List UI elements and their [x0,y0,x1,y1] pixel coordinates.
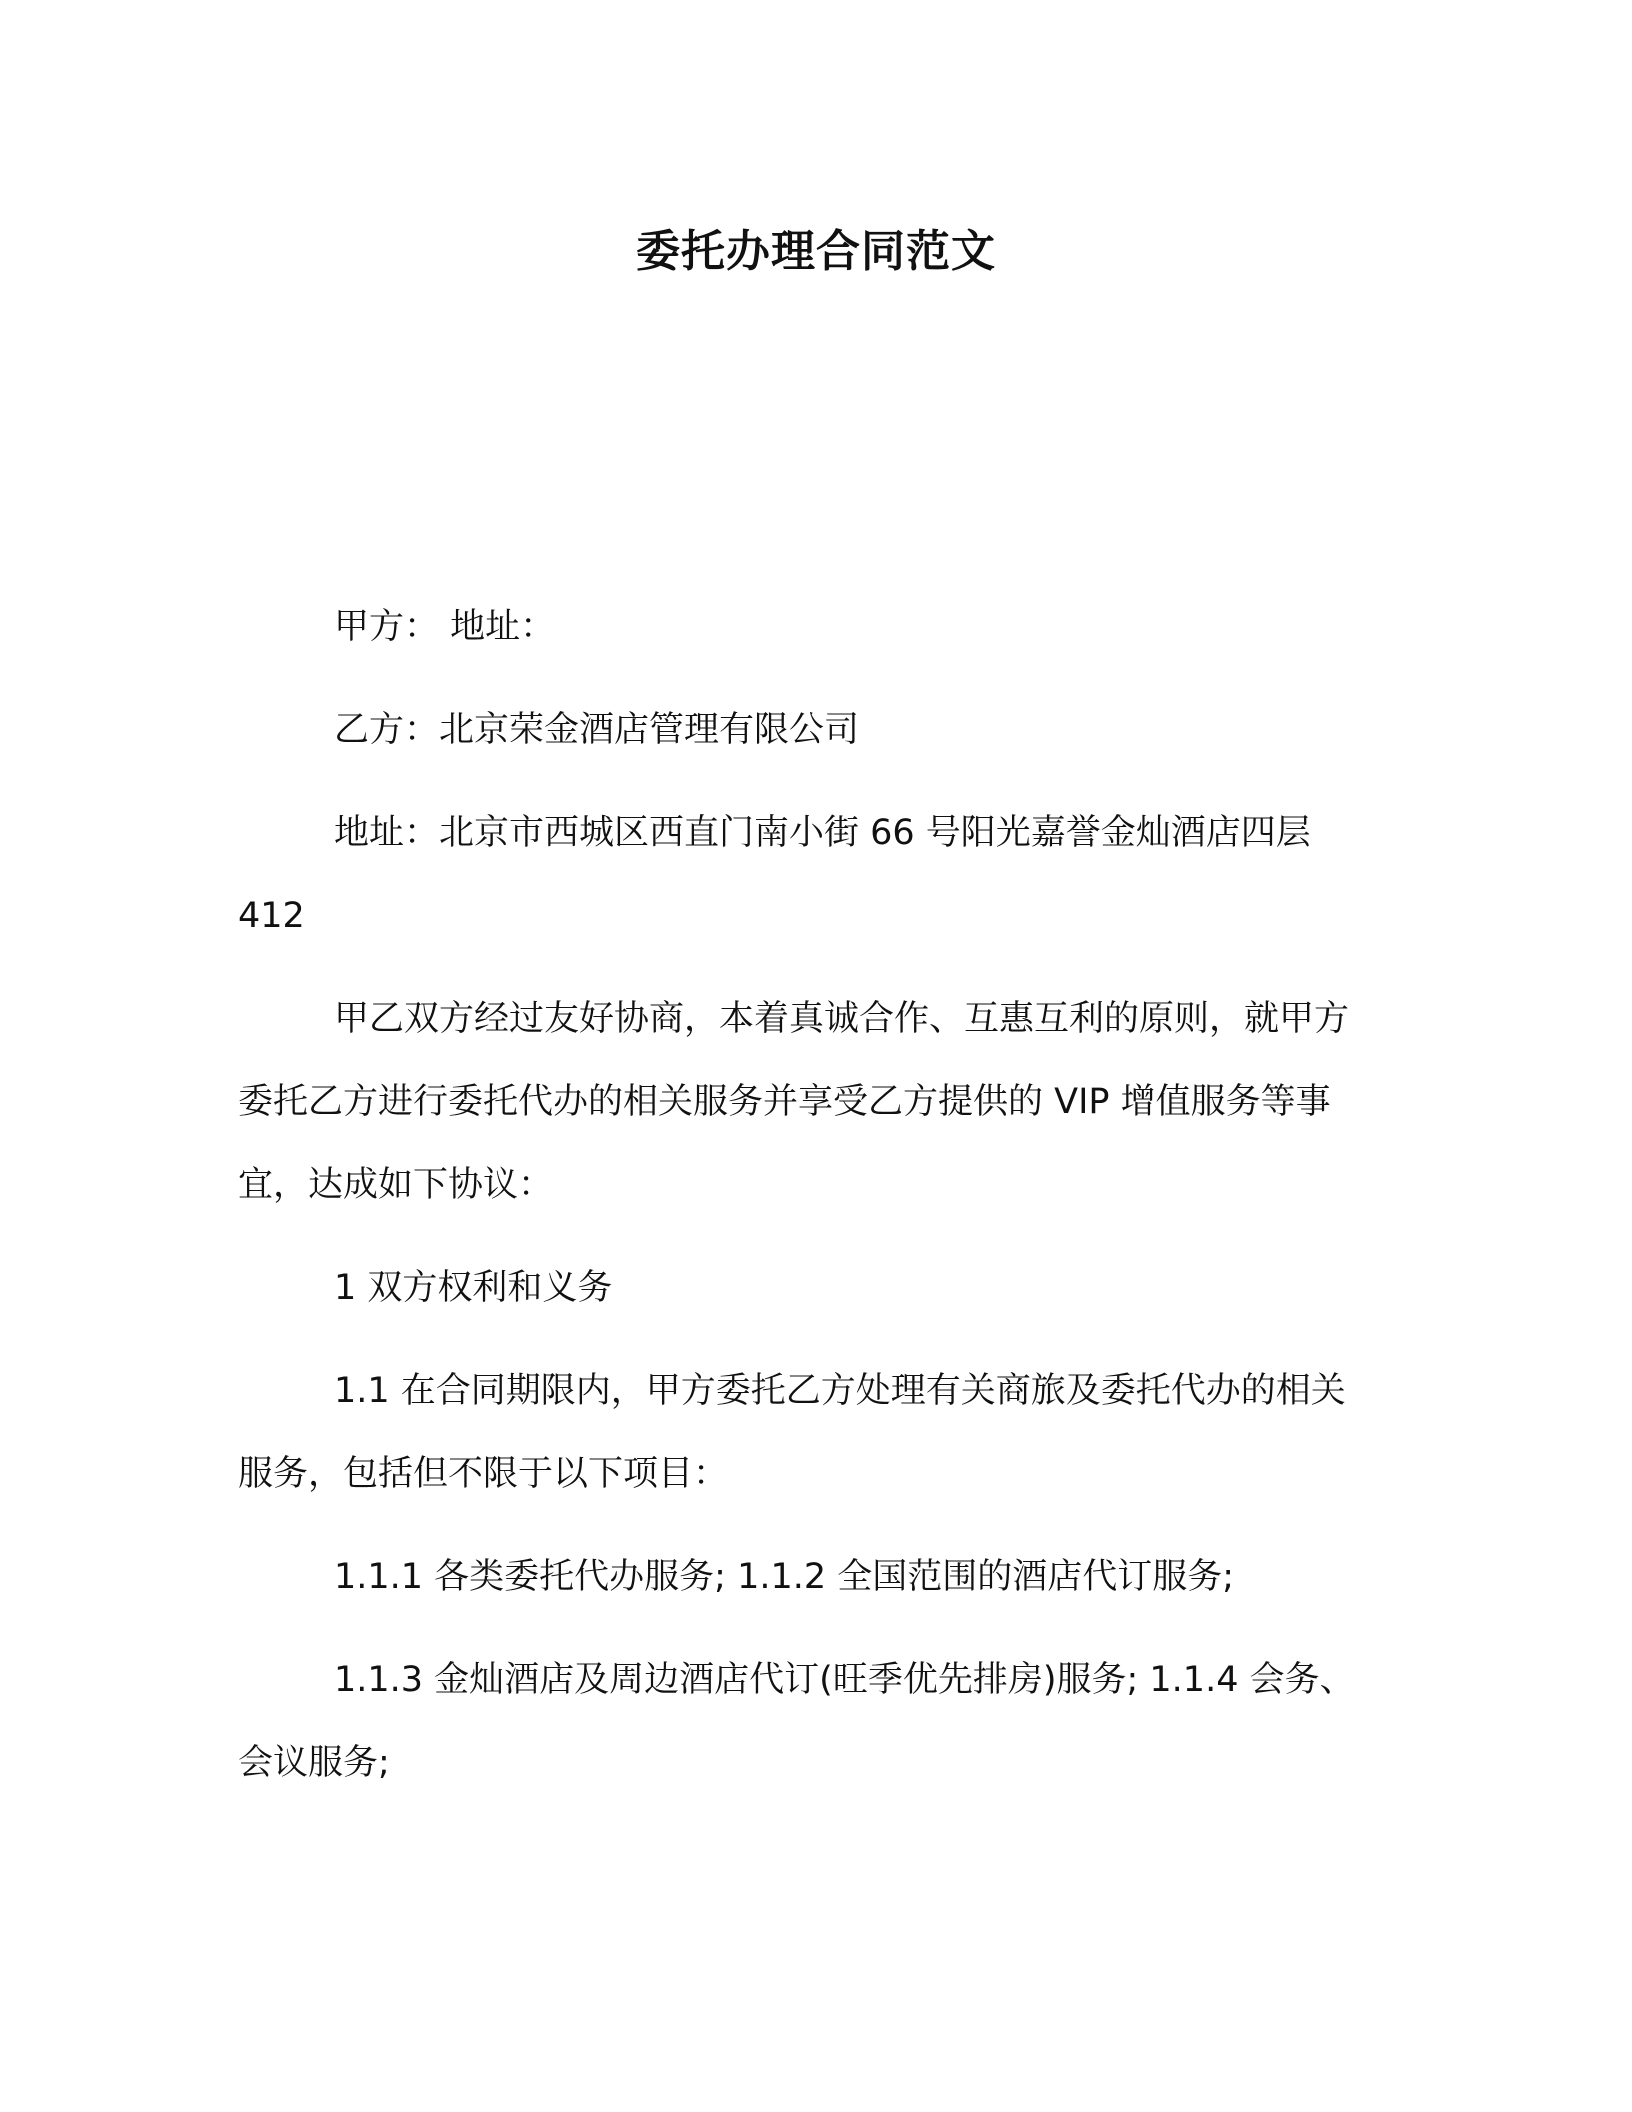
party-b-line: 乙方：北京荣金酒店管理有限公司 [334,710,860,750]
section-1-heading: 1 双方权利和义务 [334,1268,613,1308]
agreement-preamble: 甲乙双方经过友好协商，本着真诚合作、互惠互利的原则，就甲方委托乙方进行委托代办的相关服务并享受乙方提供的 VIP 增值服务等事宜，达成如下协议： [238,999,1350,1205]
party-b-address: 地址：北京市西城区西直门南小街 66 号阳光嘉誉金灿酒店四层 412 [238,813,1311,936]
party-a-line: 甲方： 地址： [334,607,556,647]
document-body [238,586,1368,1825]
clause-1-1-1-and-1-1-2: 1.1.1 各类委托代办服务; 1.1.2 全国范围的酒店代订服务; [334,1557,1235,1597]
document-title: 委托办理合同范文 [636,226,996,277]
clause-1-1: 1.1 在合同期限内，甲方委托乙方处理有关商旅及委托代办的相关服务，包括但不限于以下项目： [238,1371,1346,1494]
clause-1-1-3-and-1-1-4: 1.1.3 金灿酒店及周边酒店代订(旺季优先排房)服务; 1.1.4 会务、会议服务; [238,1660,1355,1783]
